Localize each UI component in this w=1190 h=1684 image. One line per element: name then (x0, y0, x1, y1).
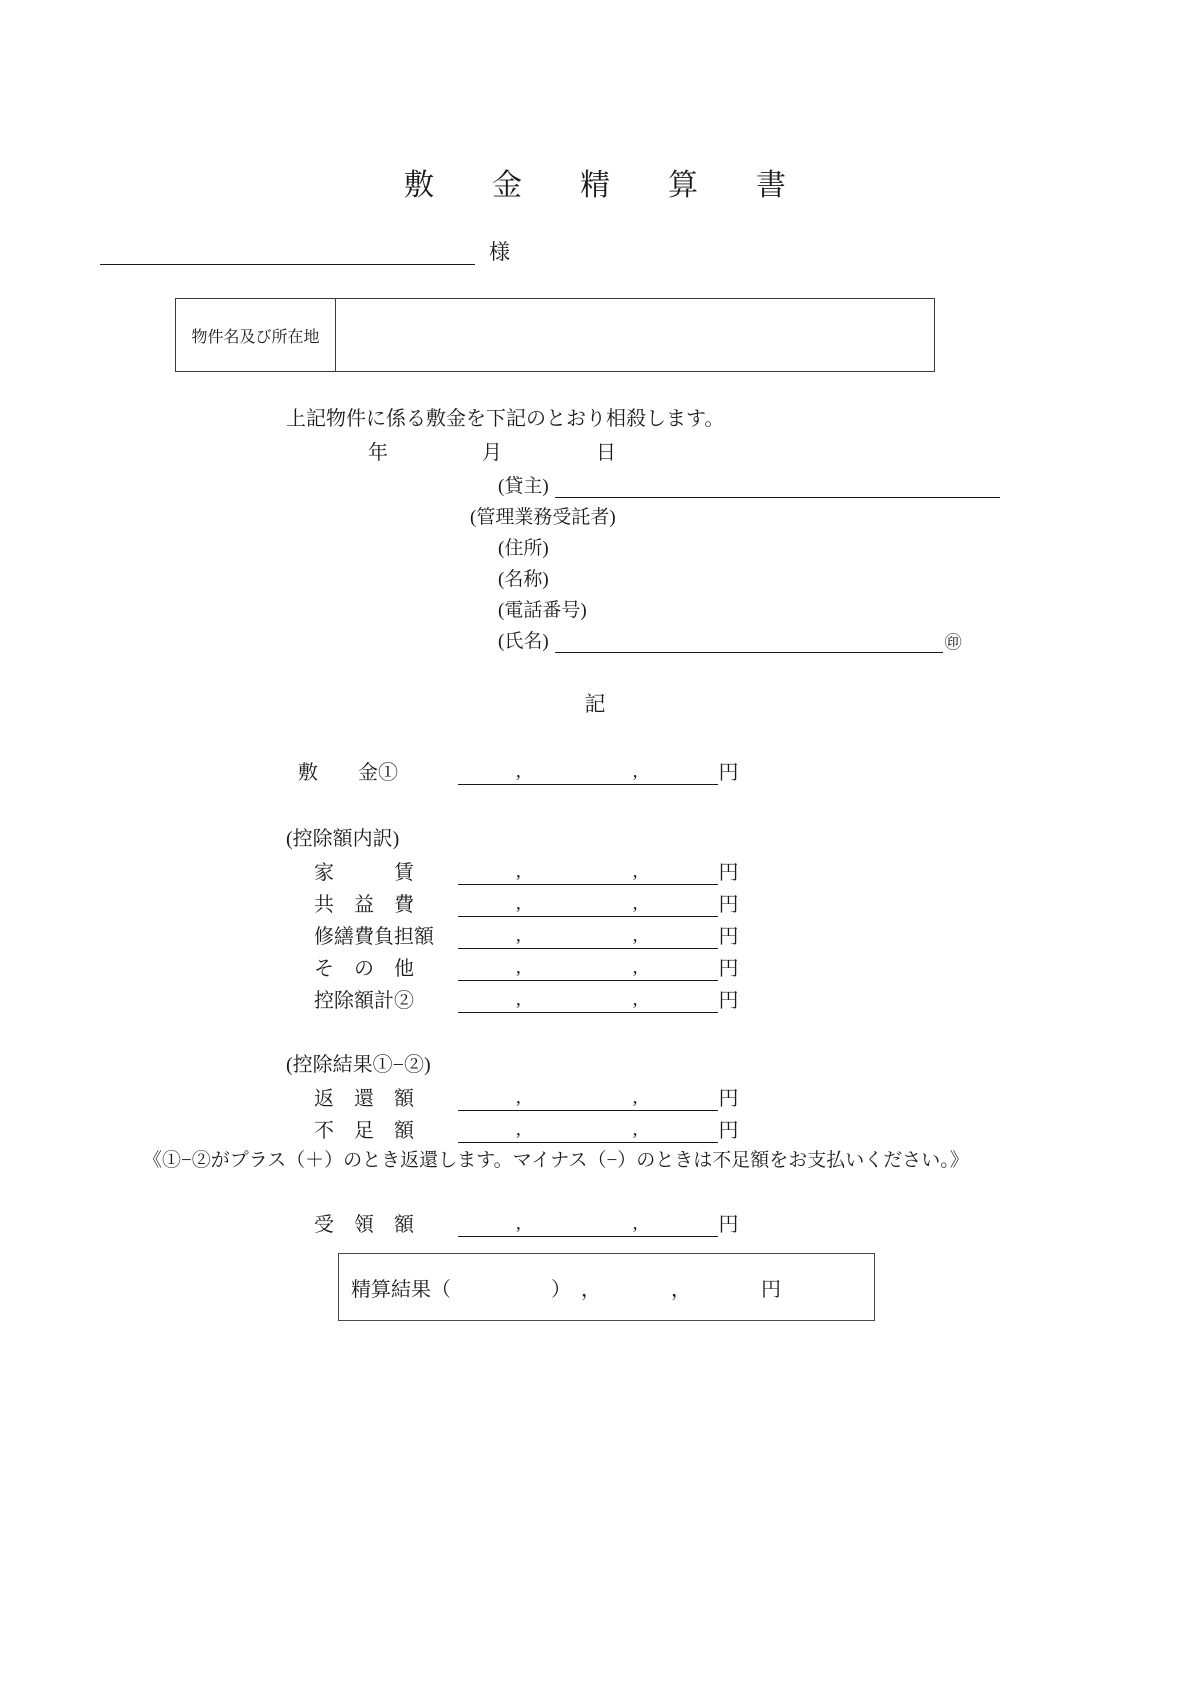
addressee-input[interactable] (100, 238, 475, 265)
amount-segment-units[interactable] (640, 861, 718, 885)
deduction-label-common-fee: 共 益 費 (314, 894, 414, 916)
manager-label: (管理業務受託者) (470, 507, 616, 529)
amount-comma: , (514, 1088, 523, 1111)
deduction-unit: 円 (718, 958, 739, 980)
deduction-row (314, 919, 739, 949)
amount-comma: , (514, 862, 523, 885)
amount-comma: , (514, 990, 523, 1013)
company-row (470, 561, 1000, 591)
amount-segment-millions[interactable] (458, 861, 514, 885)
lessor-input[interactable] (555, 475, 1000, 498)
amount-comma: , (631, 926, 640, 949)
manager-row (470, 499, 1000, 529)
address-row (470, 530, 1000, 560)
date-line[interactable]: 年 月 日 (368, 442, 634, 464)
address-label: (住所) (498, 538, 549, 560)
deduction-heading: (控除額内訳) (286, 828, 400, 850)
amount-segment-millions[interactable] (458, 1087, 514, 1111)
amount-segment-thousands[interactable] (523, 761, 631, 785)
amount-segment-thousands[interactable] (523, 861, 631, 885)
addressee-suffix-label: 様 (489, 240, 510, 264)
deposit-row (298, 755, 739, 785)
amount-comma: , (514, 958, 523, 981)
phone-label: (電話番号) (498, 600, 587, 622)
deduction-amount-fields[interactable] (458, 957, 718, 981)
received-unit: 円 (718, 1214, 739, 1236)
deduction-amount-fields[interactable] (458, 925, 718, 949)
seal-icon: ㊞ (944, 633, 962, 652)
amount-segment-millions[interactable] (458, 957, 514, 981)
deduction-unit: 円 (718, 862, 739, 884)
result-amount-fields[interactable] (458, 1119, 718, 1143)
amount-comma: , (514, 1214, 523, 1237)
deposit-label: 敷 金① (298, 762, 398, 784)
amount-segment-units[interactable] (640, 1087, 718, 1111)
deduction-label-other: そ の 他 (314, 958, 414, 980)
addressee-row (100, 238, 600, 265)
amount-comma: , (514, 926, 523, 949)
result-unit: 円 (718, 1088, 739, 1110)
amount-comma: , (631, 894, 640, 917)
company-label: (名称) (498, 569, 549, 591)
statement-text: 上記物件に係る敷金を下記のとおり相殺します。 (286, 408, 725, 430)
property-value-field[interactable] (336, 299, 934, 371)
property-table (175, 298, 935, 372)
page-title: 敷 金 精 算 書 (404, 169, 800, 202)
amount-segment-thousands[interactable] (523, 957, 631, 981)
amount-comma: , (631, 862, 640, 885)
deduction-amount-fields[interactable] (458, 893, 718, 917)
amount-segment-units[interactable] (640, 925, 718, 949)
amount-segment-units[interactable] (640, 957, 718, 981)
ki-mark: 記 (584, 692, 606, 716)
amount-segment-millions[interactable] (458, 893, 514, 917)
deduction-unit: 円 (718, 990, 739, 1012)
amount-comma: , (631, 990, 640, 1013)
amount-segment-thousands[interactable] (523, 1087, 631, 1111)
lessor-label: (貸主) (498, 476, 549, 498)
amount-segment-millions[interactable] (458, 925, 514, 949)
name-label: (氏名) (498, 631, 549, 653)
settlement-result-text: 精算結果（ ） ， ， 円 (351, 1278, 781, 1301)
deposit-amount-fields[interactable] (458, 761, 718, 785)
amount-segment-millions[interactable] (458, 989, 514, 1013)
result-unit: 円 (718, 1120, 739, 1142)
signature-block (470, 468, 1000, 654)
deduction-unit: 円 (718, 894, 739, 916)
deduction-amount-fields[interactable] (458, 989, 718, 1013)
amount-comma: , (631, 1088, 640, 1111)
amount-segment-units[interactable] (640, 1213, 718, 1237)
amount-segment-millions[interactable] (458, 1213, 514, 1237)
amount-segment-thousands[interactable] (523, 925, 631, 949)
amount-segment-millions[interactable] (458, 761, 514, 785)
settlement-result-box[interactable] (338, 1253, 875, 1321)
amount-comma: , (514, 894, 523, 917)
deduction-label-total: 控除額計② (314, 990, 414, 1012)
amount-comma: , (631, 958, 640, 981)
deduction-unit: 円 (718, 926, 739, 948)
amount-comma: , (631, 762, 640, 785)
deduction-amount-fields[interactable] (458, 861, 718, 885)
name-input[interactable] (555, 630, 943, 653)
amount-comma: , (631, 1120, 640, 1143)
deduction-label-repair-share: 修繕費負担額 (314, 926, 434, 948)
amount-segment-thousands[interactable] (523, 893, 631, 917)
received-row (314, 1207, 739, 1237)
result-row (314, 1081, 739, 1111)
received-label: 受 領 額 (314, 1214, 414, 1236)
lessor-row (470, 468, 1000, 498)
deduction-row (314, 983, 739, 1013)
amount-comma: , (631, 1214, 640, 1237)
amount-segment-thousands[interactable] (523, 989, 631, 1013)
amount-segment-units[interactable] (640, 1119, 718, 1143)
amount-comma: , (514, 1120, 523, 1143)
amount-segment-thousands[interactable] (523, 1119, 631, 1143)
result-row (314, 1113, 739, 1143)
note-text: 《①−②がプラス（＋）のとき返還します。マイナス（−）のときは不足額をお支払いください。》 (143, 1150, 969, 1171)
phone-row (470, 592, 1000, 622)
deduction-row (314, 855, 739, 885)
deduction-row (314, 887, 739, 917)
amount-segment-units[interactable] (640, 761, 718, 785)
deposit-unit: 円 (718, 762, 739, 784)
deduction-label-rent: 家 賃 (314, 862, 414, 884)
result-label-shortfall: 不 足 額 (314, 1120, 414, 1142)
property-label: 物件名及び所在地 (176, 299, 336, 371)
amount-segment-units[interactable] (640, 989, 718, 1013)
deduction-row (314, 951, 739, 981)
amount-segment-millions[interactable] (458, 1119, 514, 1143)
received-amount-fields[interactable] (458, 1213, 718, 1237)
amount-segment-thousands[interactable] (523, 1213, 631, 1237)
amount-comma: , (514, 762, 523, 785)
result-label-refund: 返 還 額 (314, 1088, 414, 1110)
name-row (470, 623, 1000, 653)
result-heading: (控除結果①−②) (286, 1054, 431, 1076)
result-amount-fields[interactable] (458, 1087, 718, 1111)
amount-segment-units[interactable] (640, 893, 718, 917)
